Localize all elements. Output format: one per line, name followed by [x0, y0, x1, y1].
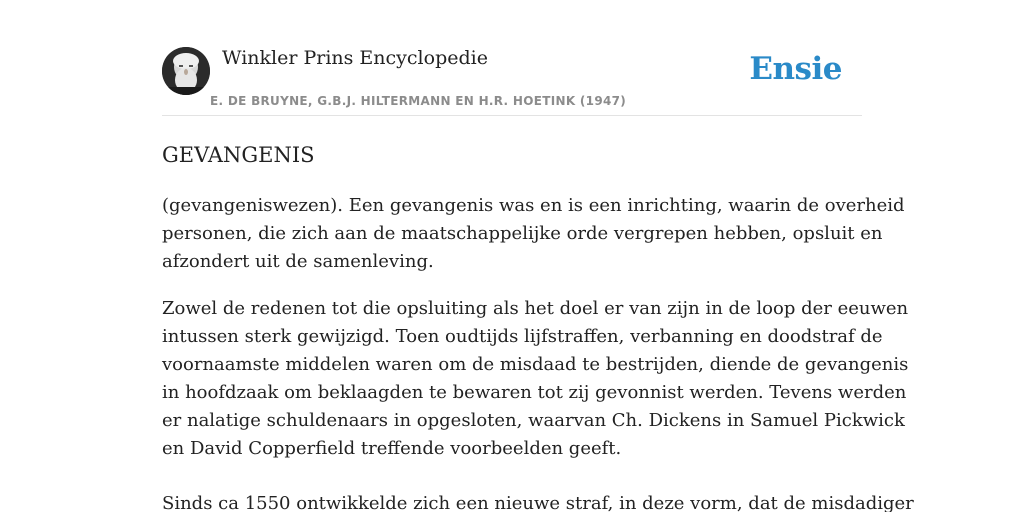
paragraph-line: er nalatige schuldenaars in opgesloten, waarvan Ch. Dickens in Samuel Pickwick — [162, 410, 905, 431]
paragraph-line: in hoofdzaak om beklaagden te bewaren tot zij gevonnist werden. Tevens werden — [162, 382, 907, 403]
paragraph-line: Sinds ca 1550 ontwikkelde zich een nieuwe straf, in deze vorm, dat de misdadiger — [162, 493, 914, 512]
paragraph-line: (gevangeniswezen). Een gevangenis was en is een inrichting, waarin de overheid — [162, 195, 905, 216]
article-paragraph — [162, 295, 909, 463]
paragraph-line: voornaamste middelen waren om de misdaad te bestrijden, diende de gevangenis — [162, 354, 909, 375]
author-avatar[interactable] — [162, 47, 210, 95]
paragraph-line: Zowel de redenen tot die opsluiting als het doel er van zijn in de loop der eeuwen — [162, 298, 909, 319]
paragraph-line: en David Copperfield treffende voorbeelden geeft. — [162, 438, 622, 459]
site-subtitle: E. DE BRUYNE, G.B.J. HILTERMANN EN H.R. HOETINK (1947) — [210, 94, 627, 108]
paragraph-line: personen, die zich aan de maatschappelijke orde vergrepen hebben, opsluit en — [162, 223, 883, 244]
article-paragraph — [162, 192, 905, 276]
portrait-image — [162, 47, 210, 95]
site-title[interactable]: Winkler Prins Encyclopedie — [222, 47, 488, 69]
article-paragraph — [162, 490, 914, 512]
paragraph-line: intussen sterk gewijzigd. Toen oudtijds lijfstraffen, verbanning en doodstraf de — [162, 326, 883, 347]
ensie-logo[interactable]: Ensie — [749, 51, 842, 87]
content-column — [162, 0, 914, 512]
header — [162, 0, 862, 116]
article-title: GEVANGENIS — [162, 143, 315, 167]
paragraph-line: afzondert uit de samenleving. — [162, 251, 434, 272]
